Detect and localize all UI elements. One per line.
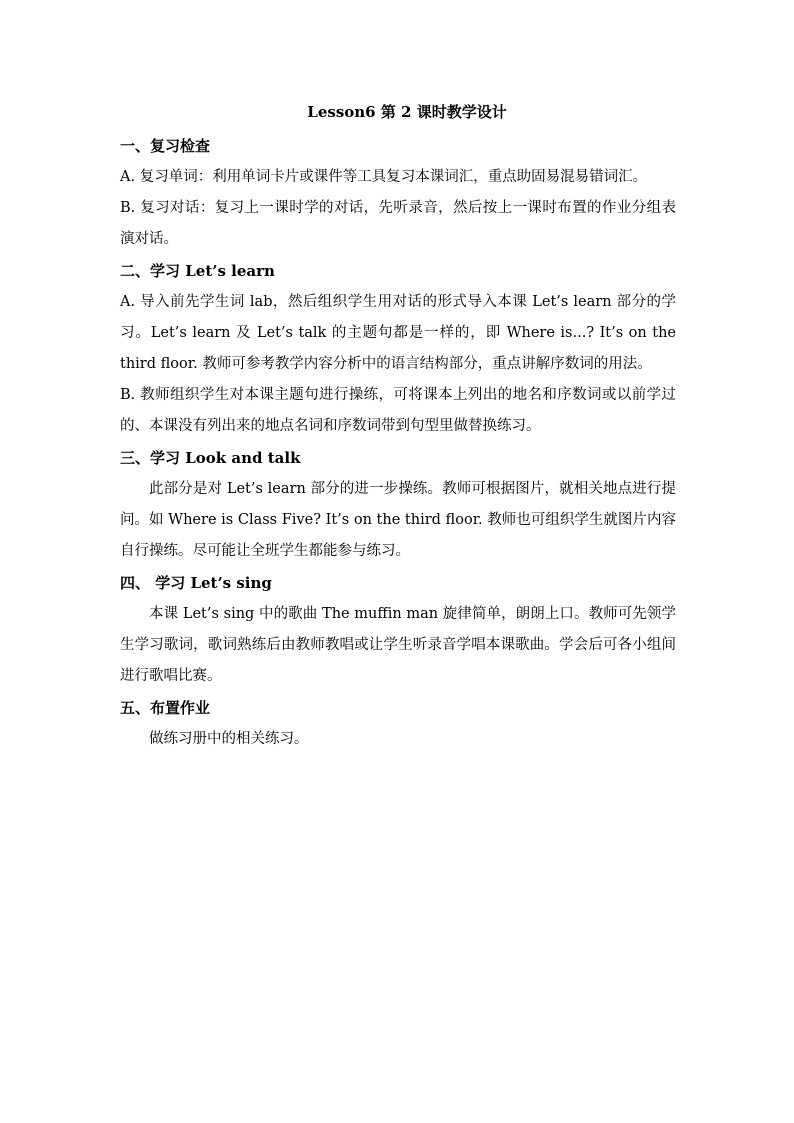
section-heading-lets-learn: 二、学习 Let’s learn [120, 262, 275, 280]
paragraph-lets-learn-a: A. 导入前先学生词 lab，然后组织学生用对话的形式导入本课 Let’s learn 部分的学习。Let’s learn 及 Let’s talk 的主题句都是一样的，即 Where is...? It’s on the third floor. 教师可参考教学内容分析中的语言结构部分，重点讲解序数词的用法。 [120, 294, 676, 372]
document-title: Lesson6 第 2 课时教学设计 [307, 103, 507, 121]
section-lets-learn [120, 255, 676, 442]
paragraph-lets-learn-b: B. 教师组织学生对本课主题句进行操练，可将课本上列出的地名和序数词或以前学过的、本课没有列出来的地点名词和序数词带到句型里做替换练习。 [120, 387, 676, 434]
section-lets-sing [120, 567, 676, 692]
section-heading-homework: 五、布置作业 [120, 699, 211, 717]
section-homework [120, 692, 676, 755]
paragraph-look-and-talk: 此部分是对 Let’s learn 部分的进一步操练。教师可根据图片，就相关地点进行提问。如 Where is Class Five? It’s on the third floor. 教师也可组织学生就图片内容自行操练。尽可能让全班学生都能参与练习。 [120, 481, 676, 559]
paragraph-homework: 做练习册中的相关练习。 [149, 731, 309, 747]
paragraph-lets-sing: 本课 Let’s sing 中的歌曲 The muffin man 旋律简单，朗朗上口。教师可先领学生学习歌词，歌词熟练后由教师教唱或让学生听录音学唱本课歌曲。学会后可各小组间进行歌唱比赛。 [120, 606, 676, 684]
section-heading-look-and-talk: 三、学习 Look and talk [120, 449, 301, 467]
section-heading-lets-sing: 四、 学习 Let’s sing [120, 574, 272, 592]
section-look-and-talk [120, 442, 676, 567]
paragraph-review-b: B. 复习对话：复习上一课时学的对话，先听录音，然后按上一课时布置的作业分组表演对话。 [120, 200, 676, 247]
paragraph-review-a: A. 复习单词：利用单词卡片或课件等工具复习本课词汇，重点助固易混易错词汇。 [120, 169, 648, 185]
section-heading-review: 一、复习检查 [120, 137, 211, 155]
document-page [120, 98, 676, 755]
section-review [120, 130, 676, 255]
